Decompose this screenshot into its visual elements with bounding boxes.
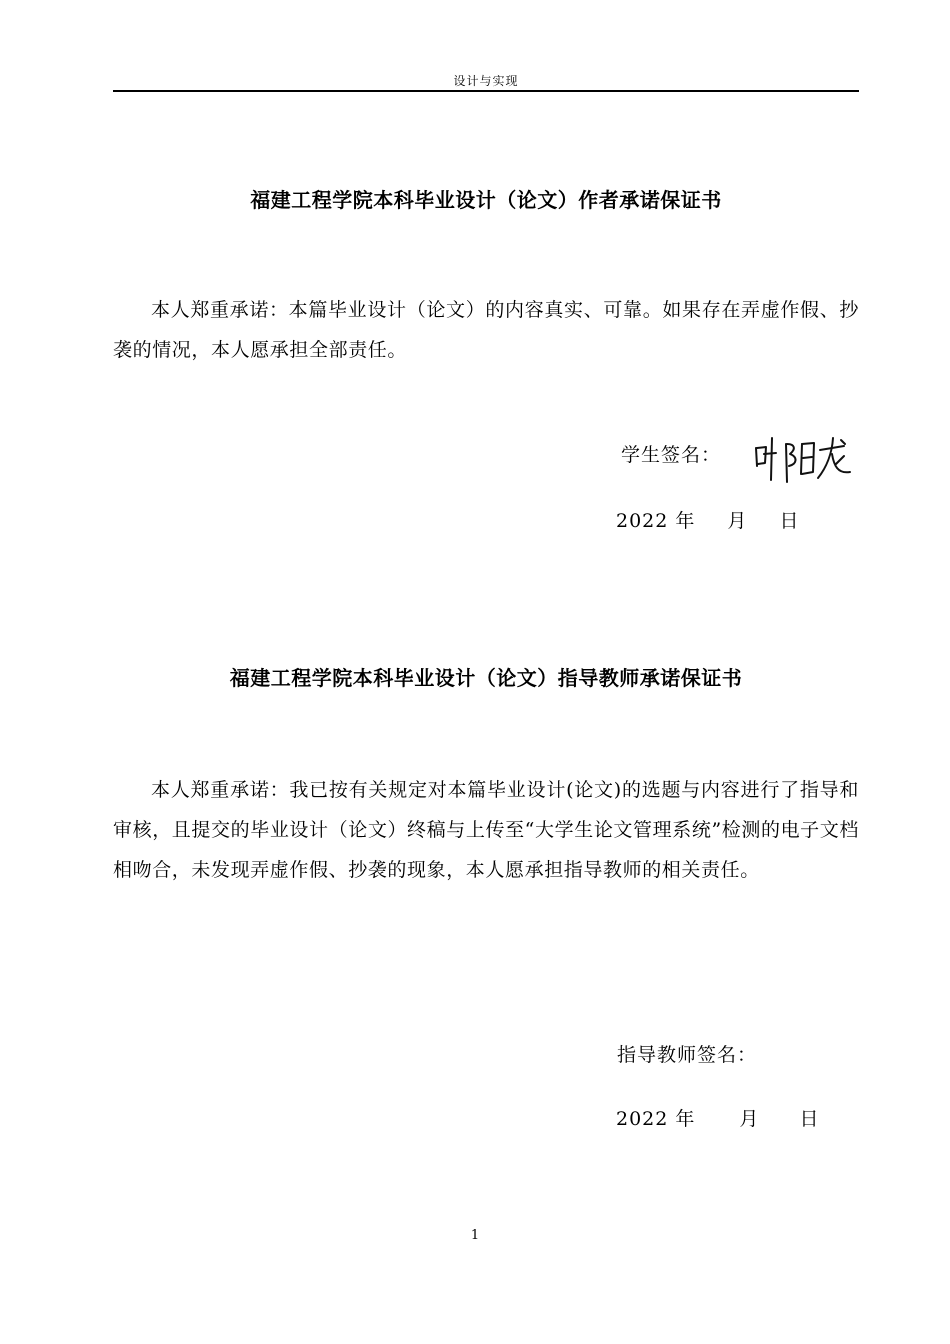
student-date-line (616, 506, 799, 533)
advisor-date-line (616, 1104, 819, 1131)
student-date-year-unit: 年 (675, 510, 696, 532)
author-pledge-title: 福建工程学院本科毕业设计（论文）作者承诺保证书 (250, 188, 722, 212)
running-header-title: 设计与实现 (453, 74, 519, 88)
advisor-pledge-title: 福建工程学院本科毕业设计（论文）指导教师承诺保证书 (229, 666, 743, 690)
advisor-pledge-body: 本人郑重承诺：我已按有关规定对本篇毕业设计(论文)的选题与内容进行了指导和审核，且提交的毕业设计（论文）终稿与上传至“大学生论文管理系统”检测的电子文档相吻合，未发现弄虚作假、抄袭的现象，本人愿承担指导教师的相关责任。 (113, 779, 859, 881)
page-number: 1 (470, 1228, 480, 1243)
student-date-day-unit: 日 (779, 510, 800, 532)
page-header (113, 70, 859, 92)
advisor-date-month-unit: 月 (739, 1108, 760, 1130)
student-date-month-unit: 月 (727, 510, 748, 532)
advisor-signature-label: 指导教师签名： (617, 1044, 758, 1066)
advisor-date-year-unit: 年 (675, 1108, 696, 1130)
student-date-year: 2022 (616, 510, 669, 532)
student-signature-label: 学生签名： (621, 444, 722, 466)
advisor-date-year: 2022 (616, 1108, 669, 1130)
author-pledge-body: 本人郑重承诺：本篇毕业设计（论文）的内容真实、可靠。如果存在弄虚作假、抄袭的情况，本人愿承担全部责任。 (113, 299, 859, 361)
advisor-date-day-unit: 日 (799, 1108, 820, 1130)
student-signature (752, 432, 857, 488)
